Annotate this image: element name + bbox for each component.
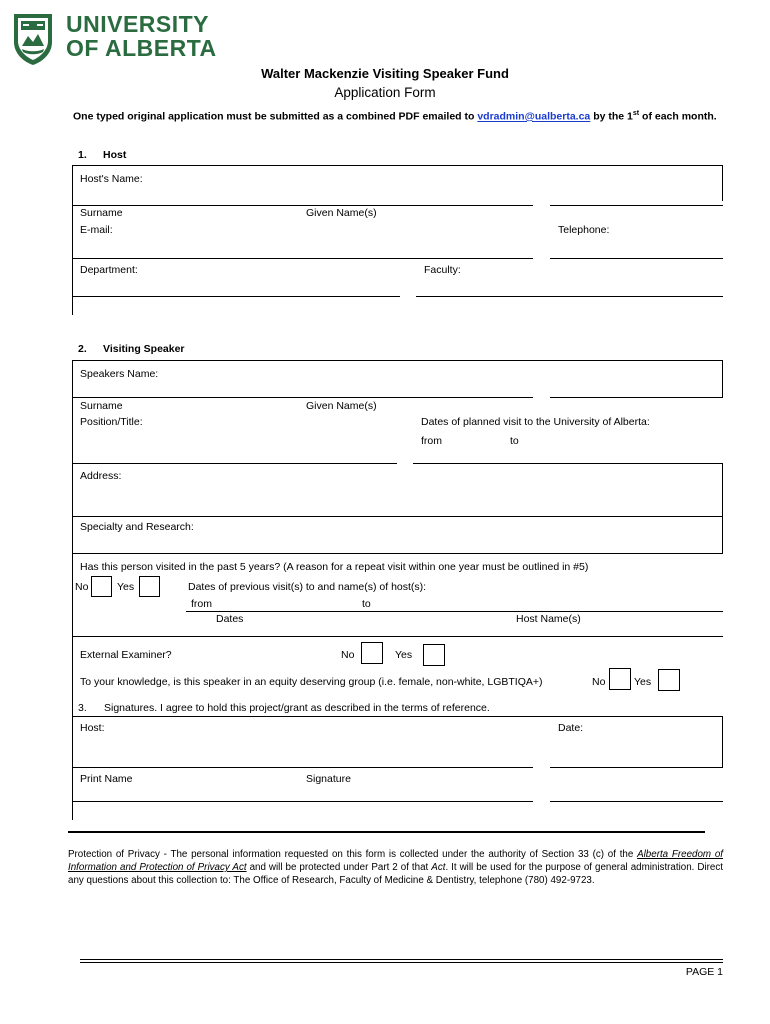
equity-question: To your knowledge, is this speaker in an equity deserving group (i.e. female, non-white, LGBTIQA+) xyxy=(80,676,543,688)
footer-rule-1 xyxy=(80,959,723,960)
signature-host-label: Host: xyxy=(80,722,105,734)
previous-visits-label: Dates of previous visit(s) to and name(s) of host(s): xyxy=(188,581,427,593)
host-email-label: E-mail: xyxy=(80,224,113,236)
speaker-surname-label: Surname xyxy=(80,400,123,412)
signature-extra-input[interactable] xyxy=(550,801,723,802)
previous-visits-input[interactable] xyxy=(186,611,723,612)
host-telephone-input[interactable] xyxy=(550,258,723,259)
section3-right-border xyxy=(722,716,723,768)
previous-from-label: from xyxy=(191,598,212,610)
host-department-label: Department: xyxy=(80,264,138,276)
visited-no-label: No xyxy=(75,581,89,593)
equity-no-label: No xyxy=(592,676,606,688)
visited-yes-checkbox[interactable] xyxy=(139,576,160,597)
equity-yes-checkbox[interactable] xyxy=(658,669,680,691)
visited-no-checkbox[interactable] xyxy=(91,576,112,597)
equity-no-checkbox[interactable] xyxy=(609,668,631,690)
host-telephone-label: Telephone: xyxy=(558,224,610,236)
section1-number: 1. xyxy=(78,149,87,161)
previous-visits-divider xyxy=(73,636,723,637)
signature-label: Signature xyxy=(306,773,351,785)
speaker-surname-input[interactable] xyxy=(73,397,533,398)
privacy-text-2: and will be protected under Part 2 of that xyxy=(246,862,432,873)
host-faculty-label: Faculty: xyxy=(424,264,461,276)
section1-left-border xyxy=(72,165,73,315)
planned-to-label: to xyxy=(510,435,519,447)
privacy-text-3: . It will be used for the purpose of general administration. Direct any questions about this collection to: The Office of Research, Faculty of Medicine & Dentistry, telephone (780) 492-9723. xyxy=(68,862,723,886)
specialty-research-input[interactable] xyxy=(73,553,723,554)
section2-left-border xyxy=(72,360,73,820)
form-subtitle: Application Form xyxy=(334,85,436,100)
instructions-prefix: One typed original application must be submitted as a combined PDF emailed to xyxy=(73,110,478,123)
section1-top-border xyxy=(72,165,723,166)
examiner-no-label: No xyxy=(341,649,355,661)
university-logo-text xyxy=(66,12,217,60)
equity-yes-label: Yes xyxy=(634,676,652,688)
host-faculty-input[interactable] xyxy=(416,296,723,297)
signature-host-input[interactable] xyxy=(73,767,533,768)
host-email-input[interactable] xyxy=(73,258,533,259)
host-surname-label: Surname xyxy=(80,207,123,219)
privacy-act-name: Alberta Freedom of Information and Protection of Privacy Act xyxy=(68,849,723,873)
privacy-text-1: Protection of Privacy - The personal information requested on this form is collected under the authority of Section 33 (c) of the xyxy=(68,849,638,860)
visited-yes-label: Yes xyxy=(117,581,135,593)
previous-host-names-label: Host Name(s) xyxy=(516,613,581,625)
host-given-names-label: Given Name(s) xyxy=(306,207,377,219)
privacy-act-short: Act xyxy=(431,862,446,873)
speaker-given-names-input[interactable] xyxy=(550,397,723,398)
footer-rule-2 xyxy=(80,962,723,963)
host-surname-input[interactable] xyxy=(73,205,533,206)
instructions-suffix: of each month. xyxy=(639,110,717,123)
speaker-given-names-label: Given Name(s) xyxy=(306,400,377,412)
specialty-research-label: Specialty and Research: xyxy=(80,521,194,533)
section2-heading: Visiting Speaker xyxy=(103,343,185,355)
instructions-middle: by the 1 xyxy=(590,110,633,123)
speaker-address-input[interactable] xyxy=(73,516,723,517)
examiner-no-checkbox[interactable] xyxy=(361,642,383,664)
section3-text: Signatures. I agree to hold this project/grant as described in the terms of reference. xyxy=(104,702,490,714)
section2-number: 2. xyxy=(78,343,87,355)
previous-dates-label: Dates xyxy=(216,613,244,625)
speaker-address-label: Address: xyxy=(80,470,122,482)
speaker-position-label: Position/Title: xyxy=(80,416,143,428)
university-crest-icon xyxy=(12,12,54,66)
section1-heading: Host xyxy=(103,149,127,161)
planned-visit-dates-input[interactable] xyxy=(413,463,723,464)
external-examiner-label: External Examiner? xyxy=(80,649,172,661)
logo-line-2: OF ALBERTA xyxy=(66,35,217,61)
form-title: Walter Mackenzie Visiting Speaker Fund xyxy=(261,66,509,81)
print-name-signature-input[interactable] xyxy=(73,801,533,802)
section2-right-border-top xyxy=(722,360,723,398)
speaker-position-input[interactable] xyxy=(73,463,397,464)
examiner-yes-label: Yes xyxy=(395,649,413,661)
signature-date-label: Date: xyxy=(558,722,584,734)
print-name-label: Print Name xyxy=(80,773,133,785)
specialty-right-border xyxy=(722,517,723,554)
speakers-name-label: Speakers Name: xyxy=(80,368,159,380)
visited-question: Has this person visited in the past 5 years? (A reason for a repeat visit within one year must be outlined in #5) xyxy=(80,561,589,573)
hosts-name-label: Host's Name: xyxy=(80,173,143,185)
address-right-border xyxy=(722,463,723,517)
logo-line-1: UNIVERSITY xyxy=(66,11,210,37)
admin-email-link[interactable]: vdradmin@ualberta.ca xyxy=(477,110,591,123)
previous-to-label: to xyxy=(362,598,371,610)
section2-top-border xyxy=(72,360,723,361)
section3-top-border xyxy=(72,716,723,717)
examiner-yes-checkbox[interactable] xyxy=(423,644,445,666)
privacy-separator xyxy=(68,831,705,833)
signature-date-input[interactable] xyxy=(550,767,723,768)
planned-visit-dates-label: Dates of planned visit to the University of Alberta: xyxy=(421,416,650,428)
page-number: PAGE 1 xyxy=(685,966,723,978)
instructions-sup: st xyxy=(632,110,640,117)
planned-from-label: from xyxy=(421,435,442,447)
section1-right-border xyxy=(722,165,723,201)
section3-number: 3. xyxy=(78,702,87,714)
privacy-notice xyxy=(68,848,723,887)
submission-instructions xyxy=(73,108,723,123)
host-given-names-input[interactable] xyxy=(550,205,723,206)
host-department-input[interactable] xyxy=(73,296,400,297)
